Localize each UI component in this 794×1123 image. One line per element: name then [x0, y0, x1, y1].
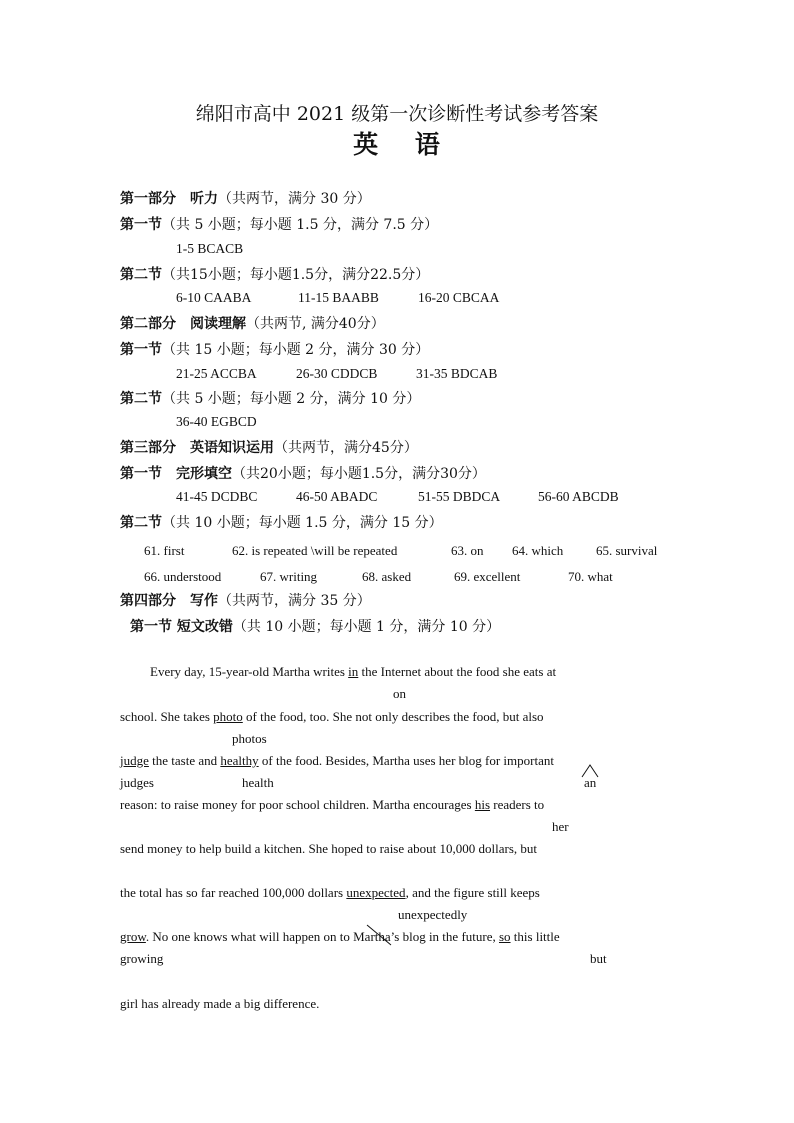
correction-word: health: [242, 775, 274, 790]
part1-section1-heading: 第一节（共 5 小题；每小题 1.5 分，满分 7.5 分）: [120, 217, 439, 233]
fill-answer: 70. what: [568, 569, 613, 584]
correction-word: her: [552, 819, 569, 834]
error-word: his: [474, 797, 491, 812]
correction-word: judges: [120, 775, 154, 790]
part2-section2-heading: 第二节（共 5 小题；每小题 2 分，满分 10 分）: [120, 391, 421, 407]
fill-answer: 67. writing: [260, 569, 318, 584]
fill-answer: 64. which: [512, 543, 564, 558]
error-word: healthy: [220, 753, 259, 768]
fill-answer: 69. excellent: [454, 569, 521, 584]
part2-section1-heading: 第一节（共 15 小题；每小题 2 分，满分 30 分）: [120, 342, 430, 358]
error-word: judge: [120, 753, 149, 768]
fill-answer: 62. is repeated \will be repeated: [232, 543, 398, 558]
correction-word: photos: [232, 731, 267, 746]
passage-line-4: reason: to raise money for poor school children. Martha encourages his readers to: [120, 797, 545, 812]
answer-group: 16-20 CBCAA: [418, 290, 500, 305]
part1-section1-answers: 1-5 BCACB: [176, 241, 244, 256]
delete-slash-icon: [364, 922, 394, 948]
part4-section1-heading: 第一节 短文改错（共 10 小题；每小题 1 分，满分 10 分）: [130, 619, 501, 635]
answer-group: 31-35 BDCAB: [416, 366, 498, 381]
part1-heading: 第一部分 听力（共两节，满分 30 分）: [120, 191, 371, 207]
part3-section1-heading: 第一节 完形填空（共20小题；每小题1.5分，满分30分）: [120, 466, 486, 482]
fill-answer: 66. understood: [144, 569, 222, 584]
passage-line-7: grow. No one knows what will happen on to Martha’s blog in the future, so this little: [120, 929, 560, 944]
correction-word: on: [393, 686, 406, 701]
error-word: grow: [120, 929, 146, 944]
passage-line-2: school. She takes photo of the food, too. She not only describes the food, but also: [120, 709, 544, 724]
answer-group: 46-50 ABADC: [296, 489, 378, 504]
part3-section2-heading: 第二节（共 10 小题；每小题 1.5 分，满分 15 分）: [120, 515, 443, 531]
part2-heading: 第二部分 阅读理解（共两节, 满分40分）: [120, 316, 385, 332]
passage-line-5: send money to help build a kitchen. She hoped to raise about 10,000 dollars, but: [120, 841, 538, 856]
answer-group: 6-10 CAABA: [176, 290, 252, 305]
answer-group: 26-30 CDDCB: [296, 366, 378, 381]
part1-section2-heading: 第二节（共15小题；每小题1.5分，满分22.5分）: [120, 267, 430, 283]
error-word: unexpected: [346, 885, 406, 900]
deleted-word: on: [323, 929, 337, 944]
answer-group: 41-45 DCDBC: [176, 489, 258, 504]
subject-title: 英 语: [353, 130, 441, 159]
passage-line-3: judge the taste and healthy of the food. Besides, Martha uses her blog for important: [120, 753, 554, 768]
fill-answer: 61. first: [144, 543, 185, 558]
correction-word: unexpectedly: [398, 907, 468, 922]
answer-group: 21-25 ACCBA: [176, 366, 257, 381]
passage-line-6: the total has so far reached 100,000 dollars unexpected, and the figure still keeps: [120, 885, 540, 900]
part4-heading: 第四部分 写作（共两节，满分 35 分）: [120, 593, 371, 609]
answer-group: 56-60 ABCDB: [538, 489, 619, 504]
correction-word: but: [590, 951, 607, 966]
correction-word: growing: [120, 951, 164, 966]
page-title: 绵阳市高中 2021 级第一次诊断性考试参考答案: [195, 103, 599, 125]
error-word: so: [498, 929, 511, 944]
part3-heading: 第三部分 英语知识运用（共两节，满分45分）: [120, 440, 418, 456]
passage-line-1: Every day, 15-year-old Martha writes in the Internet about the food she eats at: [150, 664, 557, 679]
correction-word: an: [584, 775, 597, 790]
answer-group: 11-15 BAABB: [298, 290, 379, 305]
part2-section2-answers: 36-40 EGBCD: [176, 414, 257, 429]
fill-answer: 63. on: [451, 543, 484, 558]
error-word: in: [348, 664, 359, 679]
fill-answer: 68. asked: [362, 569, 412, 584]
fill-answer: 65. survival: [596, 543, 658, 558]
answer-group: 51-55 DBDCA: [418, 489, 501, 504]
passage-line-8: girl has already made a big difference.: [120, 996, 320, 1011]
error-word: photo: [213, 709, 243, 724]
